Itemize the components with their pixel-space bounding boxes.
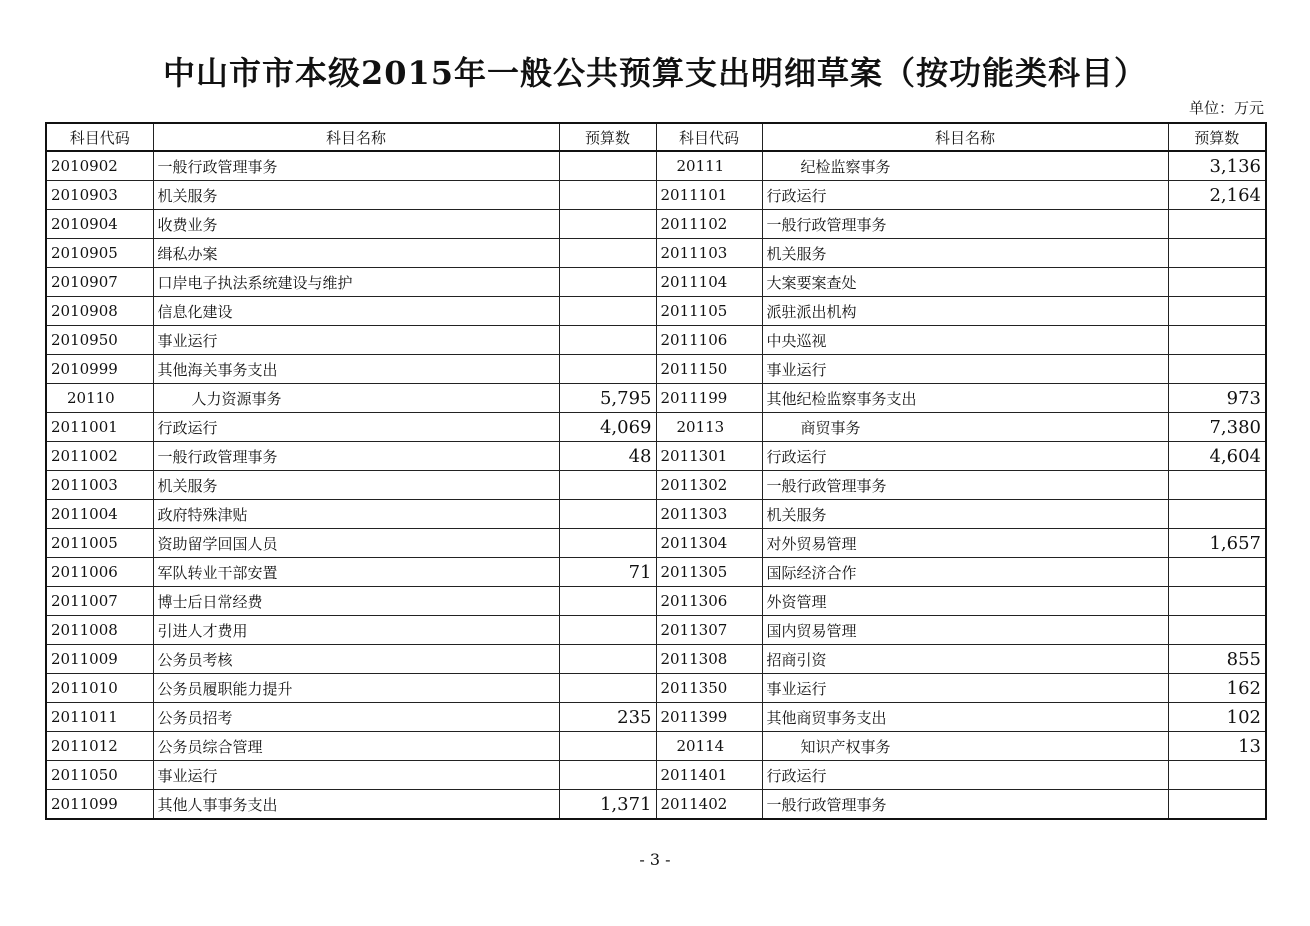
table-row <box>46 645 1266 674</box>
left-code-cell: 2011010 <box>46 674 153 703</box>
left-code-cell: 2011008 <box>46 616 153 645</box>
right-name-cell: 机关服务 <box>762 500 1168 529</box>
table-row <box>46 703 1266 732</box>
left-name-cell: 公务员综合管理 <box>153 732 559 761</box>
left-amount-cell <box>559 500 656 529</box>
right-code-cell: 2011402 <box>656 790 762 820</box>
right-amount-cell: 162 <box>1168 674 1266 703</box>
table-row <box>46 442 1266 471</box>
left-name-cell: 机关服务 <box>153 181 559 210</box>
left-code-cell: 2011001 <box>46 413 153 442</box>
left-code-cell: 2011012 <box>46 732 153 761</box>
left-amount-cell <box>559 674 656 703</box>
table-row <box>46 268 1266 297</box>
right-amount-cell <box>1168 761 1266 790</box>
right-amount-cell <box>1168 616 1266 645</box>
right-amount-cell <box>1168 587 1266 616</box>
right-code-cell: 20113 <box>656 413 762 442</box>
right-name-cell: 行政运行 <box>762 442 1168 471</box>
right-amount-cell: 13 <box>1168 732 1266 761</box>
left-name-cell: 一般行政管理事务 <box>153 151 559 181</box>
left-code-cell: 2010999 <box>46 355 153 384</box>
left-name-cell: 资助留学回国人员 <box>153 529 559 558</box>
right-amount-cell: 855 <box>1168 645 1266 674</box>
left-code-cell: 2010902 <box>46 151 153 181</box>
right-code-cell: 2011104 <box>656 268 762 297</box>
right-code-cell: 2011303 <box>656 500 762 529</box>
left-amount-cell <box>559 297 656 326</box>
left-name-cell: 其他海关事务支出 <box>153 355 559 384</box>
right-amount-cell <box>1168 790 1266 820</box>
left-amount-cell <box>559 645 656 674</box>
left-code-cell: 2011002 <box>46 442 153 471</box>
left-name-cell: 信息化建设 <box>153 297 559 326</box>
left-amount-cell <box>559 761 656 790</box>
page-number: - 3 - <box>639 850 671 869</box>
left-amount-cell <box>559 268 656 297</box>
table-row <box>46 674 1266 703</box>
left-code-cell: 2010950 <box>46 326 153 355</box>
left-code-cell: 2011050 <box>46 761 153 790</box>
right-amount-cell: 1,657 <box>1168 529 1266 558</box>
right-name-cell: 行政运行 <box>762 181 1168 210</box>
table-row <box>46 616 1266 645</box>
right-code-cell: 2011308 <box>656 645 762 674</box>
right-amount-cell: 2,164 <box>1168 181 1266 210</box>
right-code-cell: 2011306 <box>656 587 762 616</box>
right-code-cell: 2011302 <box>656 471 762 500</box>
left-name-cell: 其他人事事务支出 <box>153 790 559 820</box>
right-name-cell: 其他商贸事务支出 <box>762 703 1168 732</box>
left-name-cell: 公务员招考 <box>153 703 559 732</box>
left-name-cell: 口岸电子执法系统建设与维护 <box>153 268 559 297</box>
right-amount-cell <box>1168 326 1266 355</box>
table-row <box>46 326 1266 355</box>
table-body <box>46 151 1266 819</box>
right-amount-cell <box>1168 558 1266 587</box>
right-name-cell: 商贸事务 <box>762 413 1168 442</box>
table-row <box>46 790 1266 820</box>
left-name-cell: 公务员考核 <box>153 645 559 674</box>
left-name-cell: 事业运行 <box>153 761 559 790</box>
table-row <box>46 761 1266 790</box>
left-code-cell: 2011011 <box>46 703 153 732</box>
left-name-cell: 人力资源事务 <box>153 384 559 413</box>
left-code-cell: 2011004 <box>46 500 153 529</box>
left-code-cell: 2011003 <box>46 471 153 500</box>
left-name-cell: 行政运行 <box>153 413 559 442</box>
table-row <box>46 413 1266 442</box>
right-name-cell: 派驻派出机构 <box>762 297 1168 326</box>
table-row <box>46 732 1266 761</box>
right-name-cell: 中央巡视 <box>762 326 1168 355</box>
right-name-cell: 知识产权事务 <box>762 732 1168 761</box>
right-code-cell: 2011305 <box>656 558 762 587</box>
header-right-name: 科目名称 <box>762 123 1168 151</box>
right-code-cell: 2011301 <box>656 442 762 471</box>
left-name-cell: 缉私办案 <box>153 239 559 268</box>
right-amount-cell: 973 <box>1168 384 1266 413</box>
table-header-row <box>46 123 1266 151</box>
table-row <box>46 384 1266 413</box>
left-name-cell: 一般行政管理事务 <box>153 442 559 471</box>
right-code-cell: 20111 <box>656 151 762 181</box>
right-code-cell: 2011350 <box>656 674 762 703</box>
left-code-cell: 2010903 <box>46 181 153 210</box>
right-name-cell: 一般行政管理事务 <box>762 471 1168 500</box>
table-row <box>46 239 1266 268</box>
left-amount-cell <box>559 587 656 616</box>
right-code-cell: 2011150 <box>656 355 762 384</box>
unit-label: 单位：万元 <box>1188 99 1264 117</box>
left-name-cell: 军队转业干部安置 <box>153 558 559 587</box>
table-row <box>46 151 1266 181</box>
left-amount-cell: 48 <box>559 442 656 471</box>
right-code-cell: 2011307 <box>656 616 762 645</box>
right-amount-cell <box>1168 210 1266 239</box>
table-row <box>46 297 1266 326</box>
left-code-cell: 2010904 <box>46 210 153 239</box>
right-code-cell: 2011399 <box>656 703 762 732</box>
table-row <box>46 529 1266 558</box>
right-amount-cell: 3,136 <box>1168 151 1266 181</box>
right-name-cell: 行政运行 <box>762 761 1168 790</box>
left-amount-cell: 4,069 <box>559 413 656 442</box>
table-row <box>46 355 1266 384</box>
left-name-cell: 事业运行 <box>153 326 559 355</box>
header-left-code: 科目代码 <box>46 123 153 151</box>
header-left-name: 科目名称 <box>153 123 559 151</box>
right-code-cell: 2011106 <box>656 326 762 355</box>
left-amount-cell <box>559 529 656 558</box>
left-amount-cell <box>559 181 656 210</box>
right-code-cell: 2011101 <box>656 181 762 210</box>
left-code-cell: 2010907 <box>46 268 153 297</box>
table-row <box>46 500 1266 529</box>
right-name-cell: 其他纪检监察事务支出 <box>762 384 1168 413</box>
right-name-cell: 国内贸易管理 <box>762 616 1168 645</box>
right-code-cell: 2011199 <box>656 384 762 413</box>
left-amount-cell <box>559 326 656 355</box>
right-amount-cell <box>1168 239 1266 268</box>
right-name-cell: 机关服务 <box>762 239 1168 268</box>
right-name-cell: 事业运行 <box>762 355 1168 384</box>
right-amount-cell: 7,380 <box>1168 413 1266 442</box>
left-name-cell: 博士后日常经费 <box>153 587 559 616</box>
left-amount-cell: 235 <box>559 703 656 732</box>
left-name-cell: 收费业务 <box>153 210 559 239</box>
table-row <box>46 471 1266 500</box>
left-code-cell: 2011009 <box>46 645 153 674</box>
left-code-cell: 2011099 <box>46 790 153 820</box>
right-code-cell: 2011401 <box>656 761 762 790</box>
left-code-cell: 2010905 <box>46 239 153 268</box>
left-code-cell: 2011006 <box>46 558 153 587</box>
budget-table <box>45 122 1267 820</box>
left-name-cell: 引进人才费用 <box>153 616 559 645</box>
right-name-cell: 国际经济合作 <box>762 558 1168 587</box>
left-amount-cell: 5,795 <box>559 384 656 413</box>
left-amount-cell <box>559 151 656 181</box>
table-row <box>46 210 1266 239</box>
left-code-cell: 20110 <box>46 384 153 413</box>
left-amount-cell <box>559 616 656 645</box>
right-amount-cell <box>1168 268 1266 297</box>
right-code-cell: 2011103 <box>656 239 762 268</box>
header-left-amount: 预算数 <box>559 123 656 151</box>
right-code-cell: 2011304 <box>656 529 762 558</box>
page-title: 中山市市本级2015年一般公共预算支出明细草案（按功能类科目） <box>162 54 1148 92</box>
left-name-cell: 机关服务 <box>153 471 559 500</box>
left-amount-cell: 1,371 <box>559 790 656 820</box>
right-amount-cell <box>1168 500 1266 529</box>
right-name-cell: 外资管理 <box>762 587 1168 616</box>
right-name-cell: 事业运行 <box>762 674 1168 703</box>
left-code-cell: 2011007 <box>46 587 153 616</box>
header-right-amount: 预算数 <box>1168 123 1266 151</box>
right-amount-cell <box>1168 471 1266 500</box>
right-name-cell: 大案要案查处 <box>762 268 1168 297</box>
right-name-cell: 一般行政管理事务 <box>762 210 1168 239</box>
header-right-code: 科目代码 <box>656 123 762 151</box>
left-amount-cell <box>559 471 656 500</box>
left-amount-cell <box>559 210 656 239</box>
right-amount-cell: 4,604 <box>1168 442 1266 471</box>
left-amount-cell <box>559 355 656 384</box>
right-code-cell: 2011105 <box>656 297 762 326</box>
table-row <box>46 181 1266 210</box>
right-code-cell: 20114 <box>656 732 762 761</box>
right-amount-cell: 102 <box>1168 703 1266 732</box>
left-amount-cell <box>559 239 656 268</box>
right-name-cell: 对外贸易管理 <box>762 529 1168 558</box>
right-amount-cell <box>1168 355 1266 384</box>
table-row <box>46 558 1266 587</box>
right-name-cell: 一般行政管理事务 <box>762 790 1168 820</box>
right-amount-cell <box>1168 297 1266 326</box>
left-name-cell: 政府特殊津贴 <box>153 500 559 529</box>
left-name-cell: 公务员履职能力提升 <box>153 674 559 703</box>
left-code-cell: 2011005 <box>46 529 153 558</box>
table-row <box>46 587 1266 616</box>
left-amount-cell: 71 <box>559 558 656 587</box>
right-name-cell: 招商引资 <box>762 645 1168 674</box>
right-code-cell: 2011102 <box>656 210 762 239</box>
right-name-cell: 纪检监察事务 <box>762 151 1168 181</box>
left-amount-cell <box>559 732 656 761</box>
left-code-cell: 2010908 <box>46 297 153 326</box>
